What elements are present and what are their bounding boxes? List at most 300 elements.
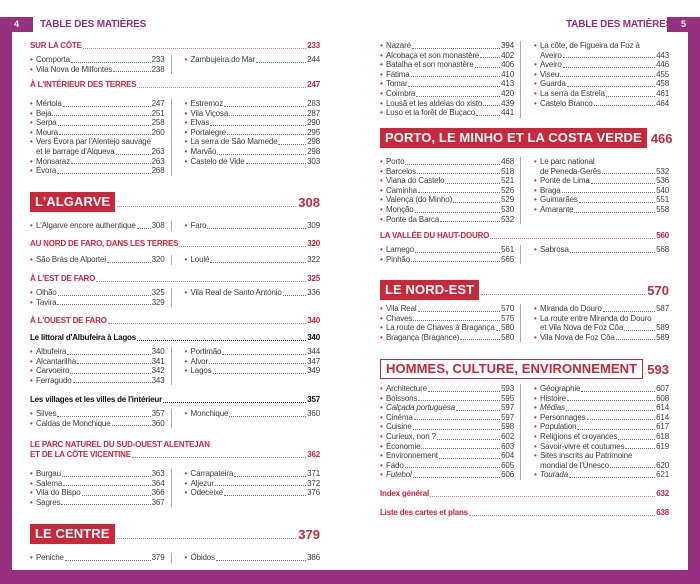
entry-page: 565 (501, 254, 515, 264)
dot-leader (579, 195, 655, 203)
toc-entry[interactable] (380, 157, 514, 167)
entry-page: 439 (501, 98, 515, 108)
dot-leader (476, 108, 500, 116)
toc-entry[interactable] (380, 413, 514, 423)
toc-entry[interactable] (534, 157, 669, 167)
toc-entry[interactable] (30, 288, 165, 298)
toc-entry[interactable] (380, 461, 514, 471)
toc-entry[interactable] (30, 109, 165, 119)
dot-leader (624, 323, 655, 331)
bullet-icon: • (184, 137, 188, 147)
toc-entry[interactable] (534, 314, 669, 324)
bullet-icon: • (30, 469, 33, 478)
entry-page: 303 (307, 156, 320, 166)
entry-column-right (534, 157, 669, 224)
toc-entry[interactable] (380, 245, 514, 255)
bullet-icon: • (534, 176, 537, 186)
entry-column-right (185, 55, 321, 74)
bullet-icon: • (534, 422, 537, 432)
toc-entry[interactable] (534, 79, 669, 89)
entry-page: 598 (501, 422, 515, 432)
toc-chapter[interactable] (380, 359, 669, 379)
dot-leader (411, 255, 500, 263)
toc-entry[interactable] (185, 221, 321, 231)
toc-entry[interactable] (534, 89, 669, 99)
entry-label-continued: et le barrage d'Alqueva (36, 146, 115, 156)
toc-entry[interactable] (380, 51, 514, 61)
bullet-icon: • (380, 157, 383, 166)
dot-leader (96, 281, 306, 282)
section-title: SUR LA CÔTE (30, 41, 82, 50)
bullet-icon: • (534, 41, 537, 50)
entry-label: Barcelos (386, 166, 416, 176)
entry-column-left (30, 99, 165, 176)
toc-chapter[interactable] (380, 128, 673, 148)
dot-leader (67, 347, 150, 355)
entry-label: Portalegre (190, 127, 226, 137)
toc-section[interactable] (30, 316, 320, 326)
entry-column-right (185, 469, 321, 507)
toc-entry[interactable] (185, 109, 321, 119)
entry-label: Loulé (190, 255, 210, 264)
dot-leader (563, 51, 655, 59)
entry-label: L'Algarve encore authentique (36, 221, 136, 230)
dot-leader (490, 238, 655, 239)
entry-label: Ponte de Lima (540, 176, 590, 186)
toc-entry[interactable] (30, 376, 165, 386)
bullet-icon: • (30, 478, 33, 488)
toc-entries (30, 99, 320, 176)
bullet-icon: • (30, 255, 33, 264)
toc-chapter[interactable] (30, 524, 320, 544)
toc-entry[interactable] (185, 147, 321, 157)
toc-entry[interactable] (380, 79, 514, 89)
toc-entry[interactable] (380, 99, 514, 109)
entry-page: 597 (501, 412, 515, 422)
right-page (380, 0, 673, 570)
bullet-icon: • (184, 469, 188, 478)
entry-label-continued: mondial de l'Unesco (540, 460, 609, 470)
entry-page: 298 (307, 137, 320, 147)
section-heading[interactable] (30, 80, 320, 90)
bullet-icon: • (534, 60, 537, 70)
entry-label: Cuisine (386, 422, 412, 432)
bullet-icon: • (30, 356, 33, 366)
entry-columns (380, 245, 669, 264)
toc-entries (380, 384, 669, 480)
toc-entry[interactable] (534, 245, 669, 255)
toc-entry-continuation[interactable] (30, 147, 165, 157)
entry-label: Valença (do Minho) (386, 195, 453, 205)
entry-column-right (185, 221, 321, 231)
toc-entry[interactable] (185, 288, 321, 298)
entry-page: 336 (307, 288, 320, 297)
entry-columns (30, 553, 320, 563)
section-heading[interactable] (30, 450, 320, 460)
toc-chapter[interactable] (30, 192, 320, 212)
toc-entry[interactable] (380, 186, 514, 196)
column-divider (520, 304, 521, 342)
toc-entry[interactable] (380, 215, 514, 225)
entry-page: 360 (151, 418, 165, 428)
entry-column-left (380, 245, 514, 264)
toc-section[interactable] (380, 231, 669, 241)
dot-leader (469, 515, 655, 516)
toc-entry[interactable] (30, 366, 165, 376)
toc-entry[interactable] (534, 41, 669, 51)
toc-entry[interactable] (534, 432, 669, 442)
entry-page: 347 (307, 356, 320, 366)
toc-entry[interactable] (534, 205, 669, 215)
toc-entry[interactable] (380, 384, 514, 394)
toc-entry[interactable] (30, 469, 165, 479)
bullet-icon: • (30, 375, 33, 385)
toc-chapter[interactable] (380, 280, 669, 300)
chapter-heading[interactable] (380, 128, 673, 148)
entry-label: Lamego (386, 245, 415, 254)
section-title: À L'EST DE FARO (30, 274, 96, 283)
entry-column-right (185, 99, 321, 176)
bullet-icon: • (184, 255, 188, 264)
dot-leader (59, 128, 151, 136)
toc-entry[interactable] (380, 70, 514, 80)
toc-entry-continuation[interactable] (534, 323, 669, 333)
entry-label: Pinhão (386, 254, 411, 264)
dot-leader (405, 461, 500, 469)
toc-entry[interactable] (30, 221, 165, 231)
section-heading[interactable] (30, 333, 320, 343)
section-title: Le littoral d'Albufeira à Lagos (30, 333, 136, 342)
entry-label: Sites inscrits au Patrimoine (540, 451, 633, 461)
toc-entry[interactable] (30, 55, 165, 65)
section-heading[interactable] (380, 508, 669, 518)
column-divider (171, 288, 172, 307)
toc-entry[interactable] (380, 470, 514, 480)
toc-entry[interactable] (30, 553, 165, 563)
toc-entry[interactable] (185, 55, 321, 65)
toc-entry[interactable] (30, 99, 165, 109)
bullet-icon: • (534, 304, 537, 313)
toc-entry-continuation[interactable] (534, 167, 669, 177)
toc-subsection[interactable] (30, 395, 320, 405)
toc-entry[interactable] (380, 205, 514, 215)
toc-entry[interactable] (185, 553, 321, 563)
toc-entry[interactable] (380, 304, 514, 314)
entry-page: 295 (307, 127, 320, 137)
section-title: Les villages et les villes de l'intérieur (30, 395, 162, 404)
toc-entry[interactable] (380, 323, 514, 333)
entry-label: Faro (190, 221, 207, 230)
toc-entry[interactable] (534, 70, 669, 80)
toc-entry[interactable] (185, 137, 321, 147)
toc-section[interactable] (380, 508, 669, 518)
toc-entry[interactable] (380, 167, 514, 177)
entry-label: Personnages (540, 412, 586, 422)
entry-page: 360 (307, 409, 320, 418)
toc-section[interactable] (380, 489, 669, 499)
entry-label: Ponte da Barca (386, 214, 440, 224)
entry-label: La serra da Estrela (540, 88, 605, 98)
dot-leader (428, 384, 500, 392)
dot-leader (481, 294, 645, 295)
toc-entry[interactable] (30, 166, 165, 176)
toc-entry[interactable] (380, 394, 514, 404)
chapter-heading[interactable] (380, 280, 669, 300)
entry-column-left (30, 288, 165, 307)
bullet-icon: • (534, 393, 537, 403)
toc-entry[interactable] (380, 432, 514, 442)
toc-entry[interactable] (380, 176, 514, 186)
toc-entry[interactable] (534, 384, 669, 394)
toc-entry[interactable] (185, 469, 321, 479)
toc-entry-continuation[interactable] (534, 461, 669, 471)
bullet-icon: • (534, 332, 537, 342)
left-page-number: 4 (0, 17, 33, 32)
toc-entry[interactable] (534, 394, 669, 404)
bullet-icon: • (534, 157, 537, 166)
section-heading[interactable] (30, 316, 320, 326)
toc-section[interactable] (30, 440, 320, 460)
toc-entry[interactable] (534, 99, 669, 109)
toc-entry[interactable] (534, 442, 669, 452)
toc-entry[interactable] (30, 157, 165, 167)
chapter-page: 593 (647, 361, 669, 377)
entry-page: 521 (501, 176, 515, 186)
toc-entry[interactable] (380, 333, 514, 343)
entry-label: Le parc national (540, 157, 595, 166)
dot-leader (430, 496, 655, 497)
bullet-icon: • (380, 98, 383, 108)
entry-page: 536 (656, 176, 669, 186)
toc-entry[interactable] (534, 186, 669, 196)
bullet-icon: • (30, 288, 33, 297)
entry-page: 366 (151, 488, 165, 498)
toc-entry[interactable] (380, 108, 514, 118)
toc-entry[interactable] (534, 470, 669, 480)
entry-page: 468 (501, 157, 515, 166)
entry-page: 532 (501, 214, 515, 224)
toc-entry[interactable] (380, 422, 514, 432)
entry-page: 379 (151, 553, 165, 562)
entry-page: 561 (501, 245, 515, 254)
toc-entry[interactable] (30, 128, 165, 138)
entry-page: 364 (151, 478, 165, 488)
entry-label: Guarda (540, 79, 566, 89)
toc-entry[interactable] (185, 118, 321, 128)
entry-page: 532 (656, 166, 669, 176)
entry-page: 568 (656, 245, 669, 254)
entry-page: 551 (656, 195, 669, 205)
dot-leader (61, 498, 150, 506)
entry-page: 320 (151, 255, 165, 264)
entry-label: Sagres (36, 497, 61, 507)
dot-leader (107, 255, 151, 263)
entry-column-left (30, 347, 165, 385)
chapter-heading[interactable] (30, 192, 320, 212)
toc-entry[interactable] (185, 366, 321, 376)
toc-entry[interactable] (380, 442, 514, 452)
entry-label: Burgau (36, 469, 61, 478)
toc-entry[interactable] (185, 347, 321, 357)
bullet-icon: • (380, 422, 383, 432)
toc-entry[interactable] (30, 118, 165, 128)
entry-label: Zambujeira do Mar (190, 55, 256, 64)
toc-entry[interactable] (30, 409, 165, 419)
toc-entry[interactable] (30, 65, 165, 75)
dot-leader (570, 245, 655, 253)
entry-page: 589 (656, 323, 669, 333)
toc-entry[interactable] (185, 488, 321, 498)
entry-columns (30, 469, 320, 507)
entry-label: Silves (36, 409, 57, 418)
toc-entry[interactable] (534, 403, 669, 413)
column-divider (520, 245, 521, 264)
section-heading[interactable] (380, 489, 669, 499)
toc-entry[interactable] (380, 314, 514, 324)
entry-page: 587 (656, 304, 669, 313)
entry-label: Fátima (386, 69, 410, 79)
toc-entry[interactable] (534, 195, 669, 205)
left-purple-edge (0, 17, 12, 584)
chapter-heading[interactable] (380, 359, 669, 379)
toc-entry[interactable] (534, 60, 669, 70)
dot-leader (57, 409, 150, 417)
toc-entry[interactable] (380, 89, 514, 99)
toc-entries (380, 245, 669, 264)
toc-entry[interactable] (30, 298, 165, 308)
toc-section[interactable] (30, 41, 320, 51)
toc-entry[interactable] (185, 99, 321, 109)
toc-section[interactable] (30, 274, 320, 284)
dot-leader (246, 157, 307, 165)
section-page: 325 (307, 274, 320, 283)
entry-label: Ferragudo (36, 375, 72, 385)
bullet-icon: • (30, 497, 33, 507)
toc-entry[interactable] (534, 176, 669, 186)
dot-leader (234, 469, 306, 477)
entry-label: São Brás de Alportel (36, 255, 106, 264)
entry-label: Vila Viçosa (190, 108, 229, 118)
toc-entry[interactable] (534, 304, 669, 314)
dot-leader (216, 553, 306, 561)
entry-page: 464 (656, 98, 669, 108)
toc-entries (380, 304, 669, 342)
section-heading[interactable] (30, 395, 320, 405)
bullet-icon: • (380, 69, 383, 79)
bullet-icon: • (380, 88, 383, 98)
entry-label: Marvão (190, 146, 217, 156)
entry-label: Tavira (36, 297, 57, 307)
entry-column-right (185, 553, 321, 563)
dot-leader (70, 366, 150, 374)
toc-entry[interactable] (534, 422, 669, 432)
entry-page: 238 (151, 64, 165, 74)
entry-page: 413 (501, 79, 515, 89)
toc-entry[interactable] (380, 451, 514, 461)
toc-entry[interactable] (185, 357, 321, 367)
bullet-icon: • (534, 79, 537, 89)
toc-entry[interactable] (30, 357, 165, 367)
dot-leader (224, 488, 306, 496)
toc-entry[interactable] (30, 255, 165, 265)
section-title: Index général (380, 489, 429, 498)
dot-leader (415, 245, 500, 253)
entry-page: 580 (501, 332, 515, 342)
toc-entry[interactable] (185, 128, 321, 138)
toc-entry[interactable] (380, 60, 514, 70)
toc-entry[interactable] (380, 195, 514, 205)
entry-page: 593 (501, 384, 515, 393)
toc-entry[interactable] (185, 157, 321, 167)
toc-entry[interactable] (30, 488, 165, 498)
dot-leader (77, 357, 151, 365)
toc-section[interactable] (30, 80, 320, 90)
dot-leader (137, 221, 151, 229)
entry-label: La serra de São Mamede (190, 137, 278, 147)
section-heading[interactable] (380, 231, 669, 241)
toc-entry[interactable] (30, 419, 165, 429)
toc-entry[interactable] (380, 255, 514, 265)
section-page: 357 (307, 395, 320, 404)
entry-label: Moura (36, 127, 58, 137)
bottom-purple-band (0, 570, 700, 584)
entry-page: 343 (151, 375, 165, 385)
dot-leader (418, 304, 501, 312)
toc-entry[interactable] (380, 41, 514, 51)
toc-entry[interactable] (380, 403, 514, 413)
entry-columns (30, 55, 320, 74)
bullet-icon: • (380, 204, 383, 214)
toc-entry[interactable] (30, 347, 165, 357)
toc-entry[interactable] (185, 255, 321, 265)
left-running-title: TABLE DES MATIÈRES (40, 19, 147, 30)
bullet-icon: • (30, 488, 33, 498)
dot-leader (587, 413, 656, 421)
toc-entry[interactable] (534, 333, 669, 343)
chapter-page: 570 (647, 282, 669, 298)
section-page: 247 (307, 80, 320, 89)
toc-entry[interactable] (30, 498, 165, 508)
toc-entry-continuation[interactable] (534, 51, 669, 61)
entry-label: Tomar (386, 79, 408, 89)
entry-label: Monchique (190, 409, 229, 418)
entry-page: 570 (501, 304, 515, 313)
bullet-icon: • (184, 366, 188, 376)
section-heading[interactable] (30, 41, 320, 51)
right-page-number: 5 (667, 17, 700, 32)
dot-leader (415, 205, 501, 213)
toc-section[interactable] (30, 239, 320, 249)
toc-entry[interactable] (30, 479, 165, 489)
entry-page: 529 (501, 195, 515, 205)
dot-leader (210, 118, 306, 126)
toc-entry[interactable] (185, 479, 321, 489)
section-heading[interactable] (30, 239, 320, 249)
entry-page: 244 (307, 55, 320, 64)
entry-label: Viana do Castelo (386, 176, 445, 186)
chapter-heading[interactable] (30, 524, 320, 544)
toc-entries (30, 347, 320, 385)
bullet-icon: • (30, 418, 33, 428)
entry-page: 263 (151, 146, 165, 156)
section-heading[interactable] (30, 274, 320, 284)
toc-entry[interactable] (185, 409, 321, 419)
toc-entry[interactable] (30, 137, 165, 147)
toc-entry[interactable] (534, 451, 669, 461)
dot-leader (445, 176, 500, 184)
toc-subsection[interactable] (30, 333, 320, 343)
toc-entry[interactable] (534, 413, 669, 423)
